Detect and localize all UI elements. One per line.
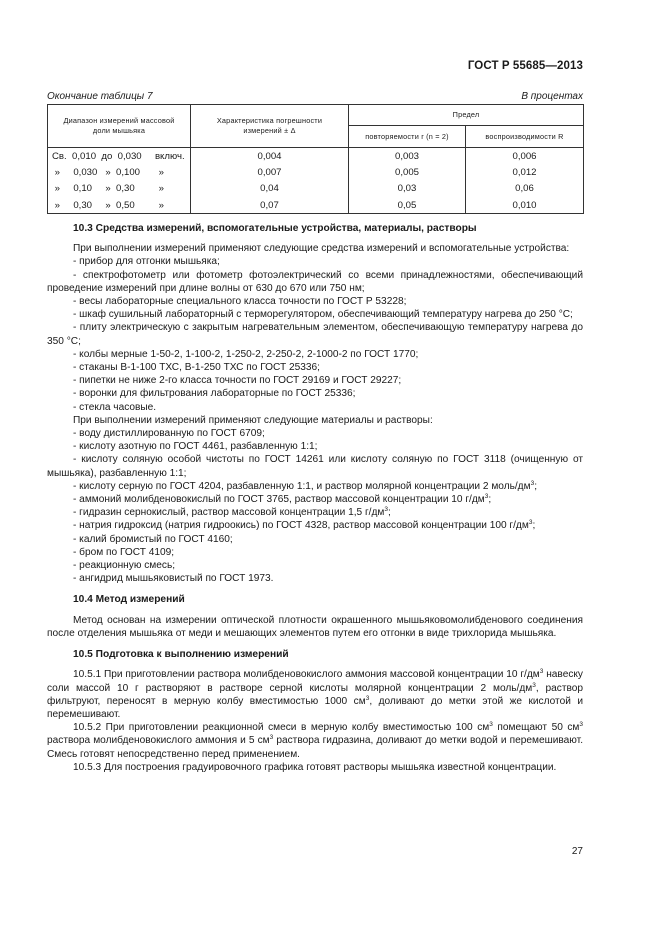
table-row [48,148,584,165]
text-run: , раствор фильтруют, переносят в мерную колбу вместимостью 1000 см [47,682,583,707]
repeatability-cell: 0,03 [349,181,466,197]
range-cell: Св. 0,010 до 0,030 включ. [48,148,191,165]
column-header-reproducibility: воспроизводимости R [466,126,584,148]
section-heading-10-4: 10.4 Метод измерений [73,594,185,606]
text-run: 10.5.1 При приготовлении раствора молибденовокислого аммония массовой концентрации 10 г/дм [73,669,540,681]
text-run: 10.5.2 При приготовлении реакционной смеси в мерную колбу вместимостью 100 см [73,722,490,734]
list-item: - весы лабораторные специального класса точности по ГОСТ Р 53228; [73,296,407,308]
reproducibility-cell: 0,006 [466,148,584,165]
list-item [47,519,583,532]
punctuation: ; [532,520,536,532]
range-cell: » 0,030 » 0,100 » [48,164,191,180]
section-heading-10-3: 10.3 Средства измерений, вспомогательные устройства, материалы, растворы [73,223,477,234]
list-item [47,506,583,519]
list-item: - прибор для отгонки мышьяка; [73,256,220,268]
punctuation: ; [534,480,538,492]
list-item: - стаканы В-1-100 ТХС, В-1-250 ТХС по ГОСТ 25336; [73,362,320,374]
table-row [48,181,584,197]
text-run: , доливают до метки этой же кислотой и перемешивают. [47,695,583,720]
paragraph: Метод основан на измерении оптической плотности окрашенного мышьяковомолибденового соединения после отделения мышьяка от меди и мешающих элементов путем его отгонки в виде трихлорида мышьяка. [47,614,583,639]
list-item: - кислоту соляную особой чистоты по ГОСТ 14261 или кислоту соляную по ГОСТ 3118 (очищенную от мышьяка), разбавленную 1:1; [47,454,583,479]
paragraph-10-5-1 [47,668,583,721]
superscript: 3 [384,506,388,514]
superscript: 3 [532,681,536,689]
text-run: помещают 50 см [492,722,580,734]
list-item-text: - аммоний молибденовокислый по ГОСТ 3765, раствор массовой концентрации 10 г/дм [73,494,485,506]
table-row [48,164,584,180]
list-item [47,493,583,506]
list-item: - стекла часовые. [73,401,157,413]
column-header-repeatability: повторяемости r (n = 2) [349,126,466,148]
table-units: В процентах [521,91,583,102]
list-item: - воронки для фильтрования лабораторные по ГОСТ 25336; [73,388,356,400]
column-header-error: Характеристика погрешности измерений ± Δ [191,105,349,148]
list-item: - ангидрид мышьяковистый по ГОСТ 1973. [73,573,274,585]
list-item: - реакционную смесь; [73,560,176,572]
list-item: - бром по ГОСТ 4109; [73,546,175,558]
error-cell: 0,007 [191,164,349,180]
repeatability-cell: 0,005 [349,164,466,180]
superscript: 3 [528,519,533,527]
list-item-text: - кислоту серную по ГОСТ 4204, разбавленную 1:1, и раствор молярной концентрации 2 моль/дм [73,480,531,492]
punctuation: ; [488,494,492,506]
range-cell: » 0,30 » 0,50 » [48,197,191,214]
list-item: - колбы мерные 1-50-2, 1-100-2, 1-250-2, 2-250-2, 2-1000-2 по ГОСТ 1770; [73,348,419,360]
list-item: - плиту электрическую с закрытым нагревательным элементом, обеспечивающую температуру нагрева до 350 °С; [47,322,583,347]
list-item: - спектрофотометр или фотометр фотоэлектрический со всеми принадлежностями, обеспечивающий проведение измерений при длине волны от 630 до 670 или 750 нм; [47,269,583,294]
reproducibility-cell: 0,010 [466,197,584,214]
reproducibility-cell: 0,012 [466,164,584,180]
document-standard-number: ГОСТ Р 55685—2013 [467,60,583,72]
error-cell: 0,04 [191,181,349,197]
text-run: навеску соли массой 10 г растворяют в растворе серной кислоты молярной концентрации 2 моль/дм [47,669,583,694]
list-item-text: - гидразин сернокислый, раствор массовой концентрации 1,5 г/дм [73,507,385,519]
repeatability-cell: 0,003 [349,148,466,165]
range-cell: » 0,10 » 0,30 » [48,181,191,197]
superscript: 3 [484,493,489,501]
text-run: раствора гидразина, доливают до метки водой и перемешивают. Смесь готовят непосредственно перед применением. [47,735,584,760]
column-header-range: Диапазон измерений массовой доли мышьяка [48,105,191,148]
list-item: - шкаф сушильный лабораторный с терморегулятором, обеспечивающий температуру нагрева до 250 °С; [73,309,573,321]
list-item: - калий бромистый по ГОСТ 4160; [73,533,233,545]
column-header-limit: Предел [349,105,584,126]
superscript: 3 [489,721,493,729]
table-caption: Окончание таблицы 7 [47,91,153,102]
page-number: 27 [571,846,583,857]
superscript: 3 [269,734,274,742]
precision-table [47,104,584,214]
error-cell: 0,004 [191,148,349,165]
paragraph: При выполнении измерений применяют следующие средства измерений и вспомогательные устройства: [73,243,570,255]
paragraph-10-5-3: 10.5.3 Для построения градуировочного графика готовят растворы мышьяка известной концентрации. [73,761,557,773]
punctuation: ; [387,507,391,519]
table-row [48,197,584,214]
paragraph: При выполнении измерений применяют следующие материалы и растворы: [73,414,433,426]
superscript: 3 [365,694,370,702]
reproducibility-cell: 0,06 [466,181,584,197]
main-content [47,222,583,774]
superscript: 3 [539,668,544,676]
error-cell: 0,07 [191,197,349,214]
list-item: - воду дистиллированную по ГОСТ 6709; [73,428,265,440]
paragraph-10-5-2 [47,721,583,761]
text-run: раствора молибденовокислого аммония и 5 см [47,735,270,747]
section-heading-10-5: 10.5 Подготовка к выполнению измерений [73,649,289,661]
list-item [47,480,583,493]
superscript: 3 [579,721,583,729]
list-item: - пипетки не ниже 2-го класса точности по ГОСТ 29169 и ГОСТ 29227; [73,375,402,387]
list-item: - кислоту азотную по ГОСТ 4461, разбавленную 1:1; [73,441,318,453]
superscript: 3 [530,479,535,487]
list-item-text: - натрия гидроксид (натрия гидроокись) по ГОСТ 4328, раствор массовой концентрации 100 г/дм [73,520,529,532]
repeatability-cell: 0,05 [349,197,466,214]
